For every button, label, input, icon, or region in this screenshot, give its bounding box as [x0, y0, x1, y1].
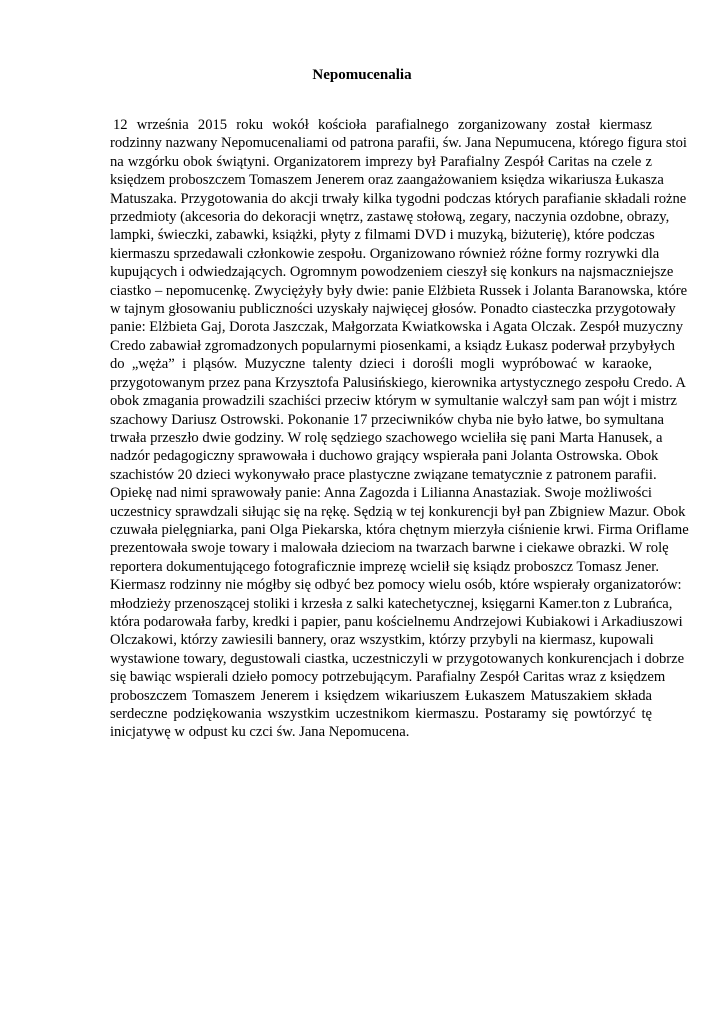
body-text-line: ciastko – nepomucenkę. Zwyciężyły były dwie: panie Elżbieta Russek i Jolanta Baranowska, które — [110, 282, 688, 299]
body-text-line: przedmioty (akcesoria do dekoracji wnętrz, zastawę stołową, zegary, naczynia ozdobne, obrazy, — [110, 209, 670, 226]
body-text-line: uczestnicy sprawdzali siłując się na rękę. Sędzią w tej konkurencji był pan Zbigniew Mazur. Obok — [110, 503, 686, 520]
body-text-line: inicjatywę w odpust ku czci św. Jana Nepomucena. — [110, 724, 410, 741]
body-text-line: reportera dokumentującego fotograficznie imprezę wcielił się ksiądz proboszcz Tomasz Jener. — [110, 558, 659, 575]
body-text-line: księdzem proboszczem Tomaszem Jenerem oraz zaangażowaniem księdza wikariusza Łukasza — [110, 172, 664, 189]
body-text-line: szachistów 20 dzieci wykonywało prace plastyczne związane tematycznie z patronem parafii. — [110, 466, 657, 483]
body-text-line: trwała przeszło dwie godziny. W rolę sędziego szachowego wcieliła się pani Marta Hanusek, a — [110, 429, 663, 446]
body-text-line: przygotowanym przez pana Krzysztofa Palusińskiego, kierownika artystycznego zespołu Credo. A — [110, 374, 686, 391]
body-text-line: która podarowała farby, kredki i papier, panu kościelnemu Andrzejowi Kubiakowi i Arkadiuszowi — [110, 613, 683, 630]
body-text-line: czuwała pielęgniarka, pani Olga Piekarska, która chętnym mierzyła ciśnienie krwi. Firma Oriflame — [110, 521, 689, 538]
body-text-line: lampki, świeczki, zabawki, książki, płyty z filmami DVD i muzyką, biżuterię), które podczas — [110, 227, 655, 244]
body-text-line: obok zmagania prowadzili szachiści przeciw którym w symultanie walczył sam pan wójt i mistrz — [110, 393, 677, 410]
body-text-line: 12 września 2015 roku wokół kościoła parafialnego zorganizowany został kiermasz — [113, 117, 652, 133]
body-text-line: proboszczem Tomaszem Jenerem i księdzem wikariuszem Łukaszem Matuszakiem składa — [110, 687, 652, 704]
body-text-line: młodzieży przenoszącej stoliki i krzesła z salki katechetycznej, księgarni Kamer.ton z Lubrańca, — [110, 595, 673, 612]
body-text-line: Olczakowi, którzy zawiesili bannery, oraz wszystkim, którzy przybyli na kiermasz, kupowali — [110, 632, 654, 649]
body-text-line: kiermaszu sprzedawali członkowie zespołu. Organizowano również różne formy rozrywki dla — [110, 245, 660, 262]
body-text-line: rodzinny nazwany Nepomucenaliami od patrona parafii, św. Jana Nepumucena, którego figura stoi — [110, 135, 687, 152]
body-text-line: nadzór pedagogiczny sprawowała i duchowo grający wspierała pani Jolanta Ostrowska. Obok — [110, 448, 659, 465]
body-text-line: do „węża” i pląsów. Muzyczne talenty dzieci i dorośli mogli wypróbować w karaoke, — [110, 356, 652, 373]
body-text-line: kupujących i odwiedzających. Ogromnym powodzeniem cieszył się konkurs na najsmaczniejsze — [110, 264, 674, 281]
body-text-line: Credo zabawiał zgromadzonych popularnymi piosenkami, a ksiądz Łukasz poderwał przybyłych — [110, 337, 675, 354]
body-text-line: wystawione towary, degustowali ciastka, uczestniczyli w przygotowanych konkurencjach i dobrze — [110, 650, 685, 667]
body-text-line: w tajnym głosowaniu publiczności uzyskały najwięcej głosów. Ponadto ciasteczka przygotowały — [110, 301, 676, 318]
body-text-line: serdeczne podziękowania wszystkim uczestnikom kiermaszu. Postaramy się powtórzyć tę — [110, 706, 652, 722]
body-text-line: szachowy Dariusz Ostrowski. Pokonanie 17 przeciwników chyba nie było łatwe, bo symultana — [110, 411, 665, 428]
body-text-line: Matuszaka. Przygotowania do akcji trwały kilka tygodni podczas których parafianie składali rożne — [110, 190, 687, 207]
body-text-line: Opiekę nad nimi sprawowały panie: Anna Zagozda i Lilianna Anastaziak. Swoje możliwości — [110, 485, 652, 502]
body-text-line: Kiermasz rodzinny nie mógłby się odbyć bez pomocy wielu osób, które wspierały organizatorów: — [110, 577, 682, 594]
document-title: Nepomucenalia — [312, 67, 412, 83]
body-text-line: prezentowała swoje towary i malowała dzieciom na twarzach barwne i ciekawe obrazki. W rolę — [110, 540, 669, 557]
body-text-line: się bawiąc wspierali dzieło pomocy potrzebującym. Parafialny Zespół Caritas wraz z księdzem — [110, 669, 666, 686]
document-body — [110, 116, 689, 742]
body-text-line: na wzgórku obok świątyni. Organizatorem imprezy był Parafialny Zespół Caritas na czele z — [110, 153, 652, 170]
body-text-line: panie: Elżbieta Gaj, Dorota Jaszczak, Małgorzata Kwiatkowska i Agata Olczak. Zespół muzyczny — [110, 319, 683, 336]
